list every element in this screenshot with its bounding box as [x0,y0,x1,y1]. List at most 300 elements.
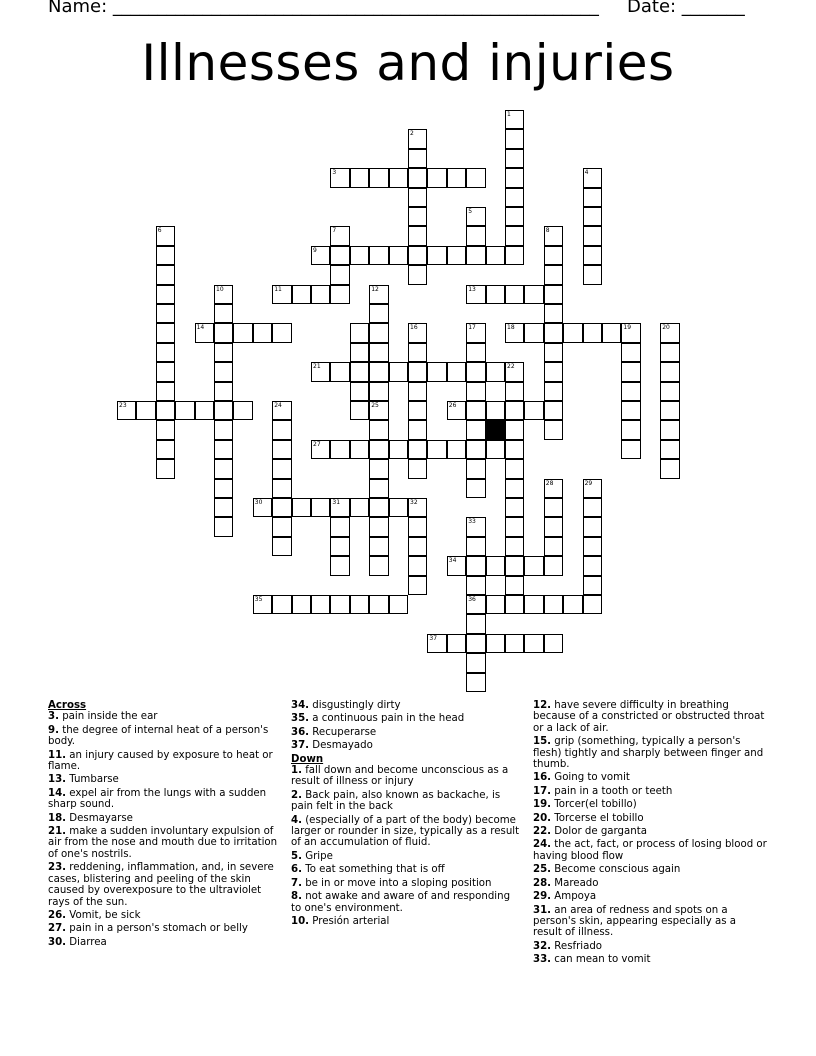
grid-cell[interactable] [466,595,485,614]
grid-cell[interactable] [408,537,427,556]
grid-cell[interactable] [621,343,640,362]
grid-cell[interactable] [272,517,291,536]
grid-cell[interactable] [505,556,524,575]
clue-item [48,725,280,748]
grid-cell[interactable] [311,246,330,265]
grid-cell[interactable] [350,440,369,459]
grid-cell[interactable] [330,265,349,284]
grid-cell[interactable] [214,382,233,401]
grid-cell[interactable] [544,304,563,323]
grid-number: 9 [313,246,317,254]
grid-cell[interactable] [389,246,408,265]
grid-cell[interactable] [214,420,233,439]
grid-cell[interactable] [408,226,427,245]
grid-cell[interactable] [350,168,369,187]
grid-cell[interactable] [447,634,466,653]
grid-cell[interactable] [408,149,427,168]
grid-cell[interactable] [272,595,291,614]
grid-cell[interactable] [330,362,349,381]
grid-cell[interactable] [408,420,427,439]
grid-cell[interactable] [214,304,233,323]
grid-cell[interactable] [466,517,485,536]
grid-cell[interactable] [466,634,485,653]
grid-cell[interactable] [311,595,330,614]
grid-cell[interactable] [544,556,563,575]
clue-number: 10. [291,915,310,927]
grid-cell[interactable] [330,498,349,517]
grid-cell[interactable] [117,401,136,420]
grid-cell[interactable] [408,188,427,207]
grid-cell[interactable] [583,595,602,614]
grid-cell[interactable] [292,498,311,517]
grid-cell[interactable] [408,459,427,478]
grid-cell[interactable] [466,614,485,633]
grid-cell[interactable] [330,517,349,536]
grid-cell[interactable] [272,420,291,439]
grid-cell[interactable] [427,634,446,653]
grid-cell[interactable] [195,401,214,420]
grid-cell[interactable] [175,401,194,420]
clue-item [48,862,280,908]
grid-cell[interactable] [156,265,175,284]
grid-cell[interactable] [544,382,563,401]
across-clue-list [48,711,280,948]
clues-column-1 [48,700,280,950]
across-clue-list-continued [291,700,523,752]
grid-cell[interactable] [369,595,388,614]
grid-cell[interactable] [272,459,291,478]
grid-cell[interactable] [369,343,388,362]
grid-cell[interactable] [505,517,524,536]
clue-item [291,891,523,914]
grid-cell[interactable] [408,168,427,187]
grid-cell[interactable] [505,576,524,595]
grid-cell[interactable] [427,440,446,459]
grid-cell[interactable] [544,517,563,536]
grid-cell[interactable] [583,323,602,342]
grid-cell[interactable] [466,323,485,342]
grid-cell[interactable] [330,285,349,304]
grid-cell[interactable] [621,420,640,439]
grid-cell[interactable] [311,498,330,517]
grid-cell[interactable] [330,440,349,459]
clue-number: 27. [48,923,67,935]
grid-cell[interactable] [408,129,427,148]
clue-text: (especially of a part of the body) become larger or rounder in size, typically as a result of an accumulation of fluid. [291,814,520,849]
grid-cell[interactable] [583,517,602,536]
grid-cell[interactable] [408,401,427,420]
grid-cell[interactable] [505,188,524,207]
grid-cell[interactable] [156,304,175,323]
grid-cell[interactable] [660,459,679,478]
clue-number: 1. [291,765,302,777]
clue-item [291,916,523,927]
grid-number: 17 [468,324,476,332]
grid-cell[interactable] [544,479,563,498]
grid-cell[interactable] [369,304,388,323]
grid-number: 4 [584,169,589,177]
clue-item [48,923,280,934]
grid-cell[interactable] [524,634,543,653]
grid-cell[interactable] [330,595,349,614]
grid-cell[interactable] [408,576,427,595]
grid-cell[interactable] [660,382,679,401]
grid-cell[interactable] [350,246,369,265]
grid-cell[interactable] [544,285,563,304]
grid-cell[interactable] [544,498,563,517]
grid-cell[interactable] [156,401,175,420]
grid-cell[interactable] [156,246,175,265]
grid-cell[interactable] [505,420,524,439]
grid-cell[interactable] [408,246,427,265]
grid-cell[interactable] [330,226,349,245]
grid-cell[interactable] [389,595,408,614]
clue-text: pain in a person's stomach or belly [66,923,248,935]
grid-cell[interactable] [253,498,272,517]
grid-cell[interactable] [524,285,543,304]
grid-cell[interactable] [156,420,175,439]
grid-cell[interactable] [214,285,233,304]
grid-cell[interactable] [505,129,524,148]
clue-item [533,905,768,939]
grid-cell[interactable] [505,285,524,304]
grid-cell[interactable] [621,323,640,342]
grid-cell[interactable] [447,556,466,575]
grid-cell[interactable] [621,382,640,401]
grid-cell[interactable] [233,323,252,342]
grid-cell[interactable] [544,265,563,284]
grid-cell[interactable] [272,323,291,342]
grid-cell[interactable] [524,595,543,614]
grid-cell[interactable] [660,323,679,342]
grid-cell[interactable] [563,323,582,342]
grid-cell[interactable] [330,168,349,187]
grid-cell[interactable] [466,420,485,439]
grid-cell[interactable] [544,343,563,362]
grid-cell[interactable] [389,168,408,187]
grid-cell[interactable] [253,595,272,614]
grid-cell[interactable] [505,498,524,517]
grid-cell[interactable] [660,420,679,439]
grid-cell[interactable] [369,420,388,439]
grid-cell[interactable] [214,401,233,420]
grid-cell[interactable] [408,382,427,401]
grid-cell[interactable] [466,479,485,498]
grid-cell[interactable] [389,440,408,459]
grid-cell[interactable] [447,168,466,187]
grid-cell[interactable] [524,556,543,575]
clue-number: 17. [533,785,552,797]
grid-cell[interactable] [214,459,233,478]
grid-cell[interactable] [214,517,233,536]
grid-cell[interactable] [408,207,427,226]
grid-cell[interactable] [408,517,427,536]
grid-number: 10 [216,285,224,293]
clue-number: 11. [48,749,67,761]
grid-cell[interactable] [544,401,563,420]
grid-cell[interactable] [486,440,505,459]
grid-cell[interactable] [156,382,175,401]
grid-cell[interactable] [505,226,524,245]
grid-cell[interactable] [156,226,175,245]
clue-number: 30. [48,936,67,948]
grid-cell[interactable] [369,168,388,187]
grid-cell[interactable] [466,362,485,381]
grid-cell[interactable] [660,343,679,362]
grid-cell[interactable] [583,226,602,245]
grid-cell[interactable] [408,323,427,342]
clue-number: 28. [533,877,552,889]
grid-number: 31 [332,499,341,506]
grid-cell[interactable] [505,168,524,187]
grid-cell[interactable] [583,207,602,226]
grid-cell[interactable] [214,323,233,342]
grid-cell[interactable] [563,595,582,614]
grid-cell[interactable] [466,576,485,595]
clue-text: Mareado [551,877,599,889]
clue-number: 29. [533,891,552,903]
grid-cell[interactable] [253,323,272,342]
grid-number: 36 [468,596,476,603]
grid-cell[interactable] [408,440,427,459]
grid-number: 12 [371,285,379,293]
grid-cell[interactable] [389,362,408,381]
grid-cell[interactable] [369,459,388,478]
clue-item [533,954,768,965]
grid-cell[interactable] [389,498,408,517]
grid-cell[interactable] [156,343,175,362]
grid-cell[interactable] [486,634,505,653]
grid-cell[interactable] [466,459,485,478]
grid-cell[interactable] [660,362,679,381]
grid-cell[interactable] [466,673,485,692]
grid-cell[interactable] [621,440,640,459]
grid-cell[interactable] [602,323,621,342]
grid-cell[interactable] [408,556,427,575]
grid-cell[interactable] [369,323,388,342]
grid-cell[interactable] [524,323,543,342]
clue-text: the act, fact, or process of losing blood or having blood flow [533,839,767,862]
grid-cell[interactable] [583,265,602,284]
grid-cell[interactable] [214,362,233,381]
grid-cell[interactable] [350,401,369,420]
grid-cell[interactable] [466,653,485,672]
grid-cell[interactable] [330,537,349,556]
grid-cell[interactable] [156,362,175,381]
grid-cell[interactable] [330,246,349,265]
grid-number: 7 [332,227,337,235]
grid-cell[interactable] [369,382,388,401]
grid-cell[interactable] [292,285,311,304]
grid-cell[interactable] [408,343,427,362]
grid-cell[interactable] [272,285,291,304]
grid-cell[interactable] [369,556,388,575]
grid-cell[interactable] [369,479,388,498]
grid-cell[interactable] [524,401,543,420]
clue-number: 32. [533,940,552,952]
grid-cell[interactable] [350,362,369,381]
grid-cell[interactable] [544,420,563,439]
grid-cell[interactable] [505,323,524,342]
grid-number: 28 [545,479,554,487]
grid-cell[interactable] [660,401,679,420]
grid-cell[interactable] [505,149,524,168]
grid-cell[interactable] [505,537,524,556]
page-title: Illnesses and injuries [141,34,675,92]
grid-cell[interactable] [486,285,505,304]
grid-cell[interactable] [369,246,388,265]
grid-cell[interactable] [311,362,330,381]
clue-number: 25. [533,864,552,876]
grid-cell[interactable] [505,382,524,401]
grid-cell[interactable] [369,537,388,556]
grid-cell[interactable] [466,168,485,187]
grid-cell[interactable] [466,401,485,420]
grid-number: 30 [254,499,263,506]
grid-cell[interactable] [486,246,505,265]
grid-cell[interactable] [583,576,602,595]
grid-cell[interactable] [583,246,602,265]
clue-number: 20. [533,812,552,824]
grid-cell[interactable] [583,479,602,498]
grid-cell[interactable] [621,401,640,420]
grid-cell[interactable] [350,498,369,517]
grid-cell[interactable] [272,440,291,459]
clue-number: 4. [291,814,302,826]
grid-cell[interactable] [369,362,388,381]
grid-cell[interactable] [156,323,175,342]
grid-cell[interactable] [486,595,505,614]
grid-cell[interactable] [233,401,252,420]
grid-cell[interactable] [214,343,233,362]
grid-cell[interactable] [156,440,175,459]
grid-cell[interactable] [447,440,466,459]
grid-number: 35 [254,596,263,603]
grid-cell[interactable] [583,556,602,575]
grid-cell[interactable] [660,440,679,459]
grid-number: 6 [157,227,162,235]
grid-cell[interactable] [466,226,485,245]
clue-text: reddening, inflammation, and, in severe cases, blistering and peeling of the skin caused by overexposure to the ultraviolet rays of the sun. [48,862,274,908]
grid-cell[interactable] [466,537,485,556]
grid-cell[interactable] [583,168,602,187]
grid-cell[interactable] [427,168,446,187]
grid-cell[interactable] [214,479,233,498]
grid-cell[interactable] [369,285,388,304]
grid-cell[interactable] [350,343,369,362]
grid-cell[interactable] [330,556,349,575]
clue-item [291,727,523,738]
grid-cell[interactable] [621,362,640,381]
grid-cell[interactable] [214,440,233,459]
grid-cell[interactable] [544,246,563,265]
clue-number: 7. [291,877,302,889]
grid-number: 25 [371,402,379,409]
grid-cell[interactable] [466,207,485,226]
grid-cell[interactable] [408,265,427,284]
grid-cell[interactable] [505,207,524,226]
grid-cell[interactable] [583,498,602,517]
grid-cell[interactable] [369,440,388,459]
grid-cell[interactable] [447,246,466,265]
grid-cell[interactable] [505,110,524,129]
grid-cell[interactable] [505,401,524,420]
grid-cell[interactable] [427,246,446,265]
grid-cell[interactable] [466,440,485,459]
grid-cell[interactable] [292,595,311,614]
grid-cell[interactable] [583,537,602,556]
grid-cell[interactable] [369,517,388,536]
grid-cell[interactable] [195,323,214,342]
grid-cell[interactable] [408,362,427,381]
grid-cell[interactable] [544,323,563,342]
clue-item [291,713,523,724]
grid-cell[interactable] [272,537,291,556]
clue-item [291,878,523,889]
grid-cell[interactable] [214,498,233,517]
grid-cell[interactable] [486,362,505,381]
clue-number: 36. [291,726,310,738]
grid-cell[interactable] [272,498,291,517]
grid-cell[interactable] [369,498,388,517]
grid-cell[interactable] [427,362,446,381]
grid-cell[interactable] [466,382,485,401]
clue-number: 34. [291,700,310,711]
clue-item [533,839,768,862]
grid-cell[interactable] [466,246,485,265]
grid-cell[interactable] [369,401,388,420]
grid-cell[interactable] [408,498,427,517]
clue-number: 23. [48,862,67,874]
clue-item [291,740,523,751]
grid-cell[interactable] [350,595,369,614]
grid-cell[interactable] [156,285,175,304]
grid-cell[interactable] [466,556,485,575]
grid-cell[interactable] [466,285,485,304]
grid-cell[interactable] [505,634,524,653]
grid-cell[interactable] [136,401,155,420]
grid-cell[interactable] [505,440,524,459]
clue-number: 15. [533,736,552,748]
grid-cell[interactable] [505,479,524,498]
grid-cell[interactable] [447,362,466,381]
grid-cell[interactable] [583,188,602,207]
grid-cell[interactable] [156,459,175,478]
grid-cell[interactable] [350,323,369,342]
grid-cell[interactable] [486,401,505,420]
grid-cell[interactable] [544,595,563,614]
grid-cell[interactable] [505,595,524,614]
clue-item [533,864,768,875]
grid-cell[interactable] [350,382,369,401]
grid-cell[interactable] [486,556,505,575]
grid-cell[interactable] [311,285,330,304]
grid-cell[interactable] [505,246,524,265]
grid-cell[interactable] [272,401,291,420]
grid-cell[interactable] [544,634,563,653]
grid-cell[interactable] [447,401,466,420]
grid-cell[interactable] [544,537,563,556]
grid-cell[interactable] [505,362,524,381]
clue-text: a continuous pain in the head [309,713,465,725]
grid-cell[interactable] [544,362,563,381]
clue-text: not awake and aware of and responding to one's environment. [291,891,511,914]
grid-cell[interactable] [311,440,330,459]
grid-cell[interactable] [272,479,291,498]
grid-cell[interactable] [466,343,485,362]
grid-cell[interactable] [544,226,563,245]
grid-cell[interactable] [505,459,524,478]
